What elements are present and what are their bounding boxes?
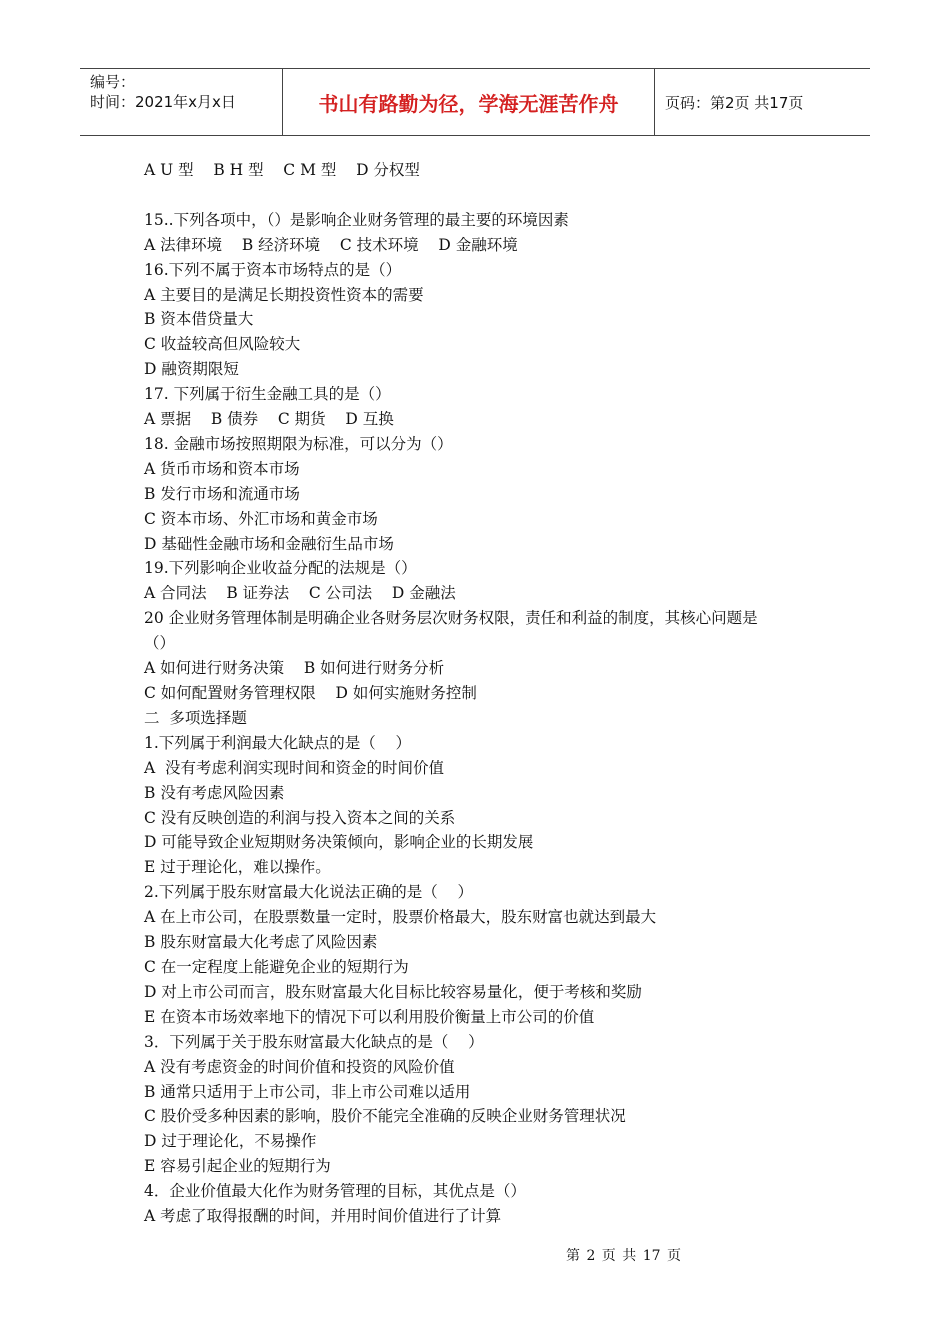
motto: 书山有路勤为径，学海无涯苦作舟 <box>283 69 655 135</box>
text-line: 2.下列属于股东财富最大化说法正确的是（ ） <box>144 883 473 902</box>
text-line: B 没有考虑风险因素 <box>144 783 285 802</box>
text-line: C 没有反映创造的利润与投入资本之间的关系 <box>144 808 456 827</box>
text-line: 1.下列属于利润最大化缺点的是（ ） <box>144 733 411 752</box>
text-line: 16.下列不属于资本市场特点的是（） <box>144 260 402 279</box>
text-line: A 票据 B 债券 C 期货 D 互换 <box>144 410 394 429</box>
text-line: 4．企业价值最大化作为财务管理的目标，其优点是（） <box>144 1182 526 1201</box>
text-line: B 通常只适用于上市公司，非上市公司难以适用 <box>144 1082 471 1101</box>
text-line: D 融资期限短 <box>144 360 239 379</box>
text-line: B 资本借贷量大 <box>144 310 254 329</box>
text-line: A 考虑了取得报酬的时间，并用时间价值进行了计算 <box>144 1207 502 1226</box>
text-line: 3．下列属于关于股东财富最大化缺点的是（ ） <box>144 1032 484 1051</box>
page-header <box>80 68 870 136</box>
text-line: C 资本市场、外汇市场和黄金市场 <box>144 509 378 528</box>
text-line: A 主要目的是满足长期投资性资本的需要 <box>144 285 424 304</box>
text-line: A 法律环境 B 经济环境 C 技术环境 D 金融环境 <box>144 235 518 254</box>
text-line: 15..下列各项中，（）是影响企业财务管理的最主要的环境因素 <box>144 210 569 229</box>
text-line: 17. 下列属于衍生金融工具的是（） <box>144 385 391 404</box>
text-line: C 股价受多种因素的影响，股价不能完全准确的反映企业财务管理状况 <box>144 1107 626 1126</box>
text-line: A 没有考虑资金的时间价值和投资的风险价值 <box>144 1057 455 1076</box>
text-line: C 收益较高但风险较大 <box>144 335 301 354</box>
text-line: 18. 金融市场按照期限为标准，可以分为（） <box>144 434 453 453</box>
text-line: D 基础性金融市场和金融衍生品市场 <box>144 534 394 553</box>
text-line: （） <box>144 634 176 653</box>
document-body <box>144 158 824 1229</box>
text-line: 19.下列影响企业收益分配的法规是（） <box>144 559 417 578</box>
header-left <box>80 69 283 135</box>
text-line: 二 多项选择题 <box>144 708 247 727</box>
text-line: A 在上市公司，在股票数量一定时，股票价格最大，股东财富也就达到最大 <box>144 908 657 927</box>
text-line: A 没有考虑利润实现时间和资金的时间价值 <box>144 758 445 777</box>
text-line: A 合同法 B 证券法 C 公司法 D 金融法 <box>144 584 456 603</box>
text-line: C 在一定程度上能避免企业的短期行为 <box>144 957 409 976</box>
text-line: C 如何配置财务管理权限 D 如何实施财务控制 <box>144 684 477 703</box>
text-line: D 过于理论化，不易操作 <box>144 1132 317 1151</box>
text-line: A 货币市场和资本市场 <box>144 459 300 478</box>
page-footer: 第 2 页 共 17 页 <box>566 1248 681 1264</box>
blank-line <box>144 183 824 208</box>
text-line: B 发行市场和流通市场 <box>144 484 300 503</box>
text-line: 20 企业财务管理体制是明确企业各财务层次财务权限，责任和利益的制度，其核心问题是 <box>144 609 758 628</box>
text-line: E 在资本市场效率地下的情况下可以利用股价衡量上市公司的价值 <box>144 1007 595 1026</box>
time-label: 时间：2021年x月x日 <box>90 93 236 111</box>
text-line: A 如何进行财务决策 B 如何进行财务分析 <box>144 659 445 678</box>
page-info: 页码：第2页 共17页 <box>665 93 804 112</box>
text-line: D 对上市公司而言，股东财富最大化目标比较容易量化，便于考核和奖励 <box>144 982 642 1001</box>
text-line: E 容易引起企业的短期行为 <box>144 1157 331 1176</box>
text-line: A U 型 B H 型 C M 型 D 分权型 <box>144 161 420 179</box>
text-line: E 过于理论化，难以操作。 <box>144 858 331 877</box>
text-line: B 股东财富最大化考虑了风险因素 <box>144 933 378 952</box>
number-label: 编号： <box>90 73 136 91</box>
text-line: D 可能导致企业短期财务决策倾向，影响企业的长期发展 <box>144 833 534 852</box>
